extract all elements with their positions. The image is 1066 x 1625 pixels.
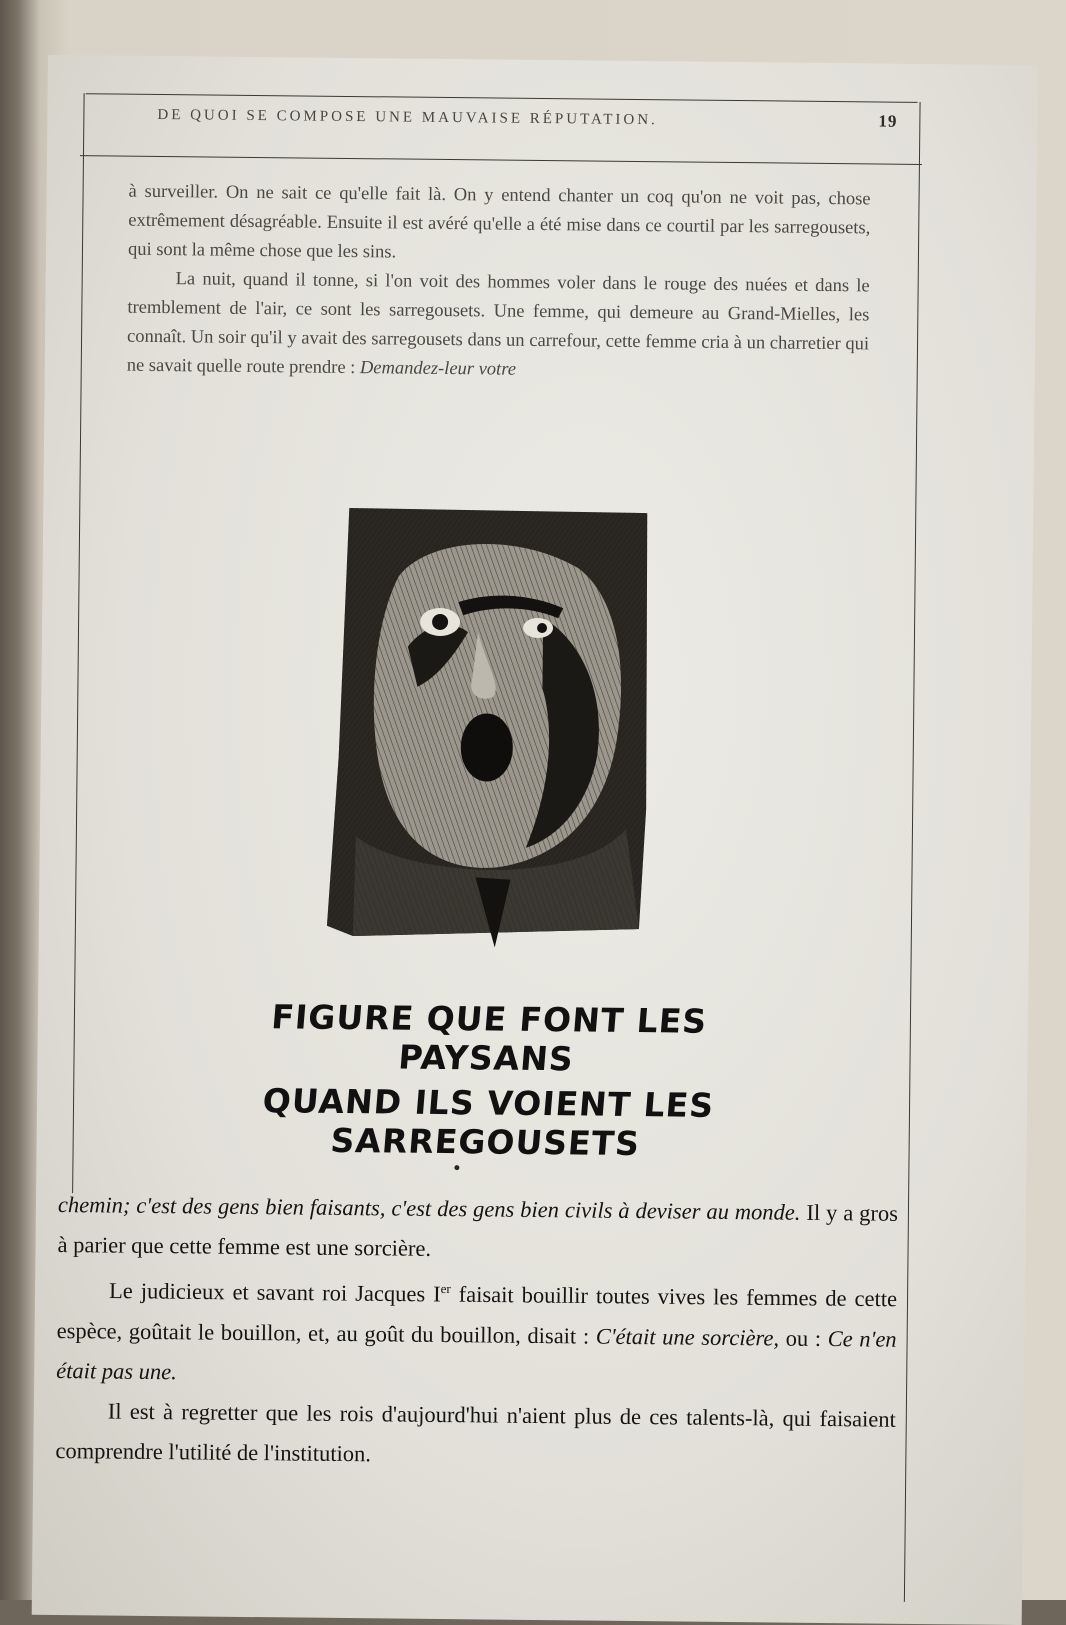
header-divider: [80, 155, 922, 165]
italic-text: Ce n'en était pas une.: [56, 1325, 897, 1384]
italic-text: chemin; c'est des gens bien faisants, c'est des gens bien civils à deviser au monde.: [57, 1191, 801, 1225]
bottom-text-block: [55, 1185, 898, 1479]
running-head: [157, 104, 897, 132]
paragraph: Il est à regretter que les rois d'aujourd'hui n'aient plus de ces talents-là, qui faisaient comprendre l'utilité de l'institution.: [55, 1398, 896, 1466]
paragraph-text: La nuit, quand il tonne, si l'on voit des hommes voler dans le rouge des nuées et dans le tremblement de l'air, ce sont les sarregousets. Une femme, qui demeure au Grand-Mielles, les connaît. Un soir qu'il y avait des sarregousets dans un carrefour, cette femme cria à un charretier qui ne savait quelle route prendre :: [126, 269, 870, 379]
frame-left-rule: [72, 93, 85, 1193]
top-text-block: [127, 178, 871, 389]
figure-caption-line-1: FIGURE QUE FONT LES PAYSANS: [269, 997, 709, 1079]
paragraph-text: ou :: [785, 1325, 822, 1351]
paragraph: [57, 1185, 898, 1274]
paragraph-text: Il y a gros à parier que cette femme est une sorcière.: [57, 1199, 899, 1261]
engraving-illustration: [325, 506, 660, 949]
italic-text: C'était une sorcière,: [595, 1323, 780, 1351]
paragraph: [127, 265, 870, 389]
superscript: er: [440, 1280, 451, 1297]
frame-right-rule: [904, 102, 921, 1602]
running-title: DE QUOI SE COMPOSE UNE MAUVAISE RÉPUTATION.: [157, 106, 658, 129]
paragraph-text: faisait bouillir toutes vives les femmes de cette espèce, goûtait le bouillon, et, au goût du bouillon, disait :: [56, 1281, 898, 1349]
italic-text: Demandez-leur votre: [359, 358, 517, 380]
frame-top-rule: [86, 93, 918, 103]
ornament-dot: [454, 1165, 459, 1170]
page-number: 19: [878, 111, 898, 131]
book-page: [32, 55, 1038, 1625]
figure-caption-line-2: QUAND ILS VOIENT LES SARREGOUSETS: [261, 1081, 716, 1164]
paragraph-text: Le judicieux et savant roi Jacques I: [108, 1278, 441, 1307]
paragraph: à surveiller. On ne sait ce qu'elle fait là. On y entend chanter un coq qu'on ne voit pas, chose extrêmement désagréable. Ensuite il est avéré qu'elle a été mise dans ce courtil par les sarregousets, qui sont la même chose que les sins.: [127, 181, 871, 263]
paragraph: [56, 1265, 897, 1399]
